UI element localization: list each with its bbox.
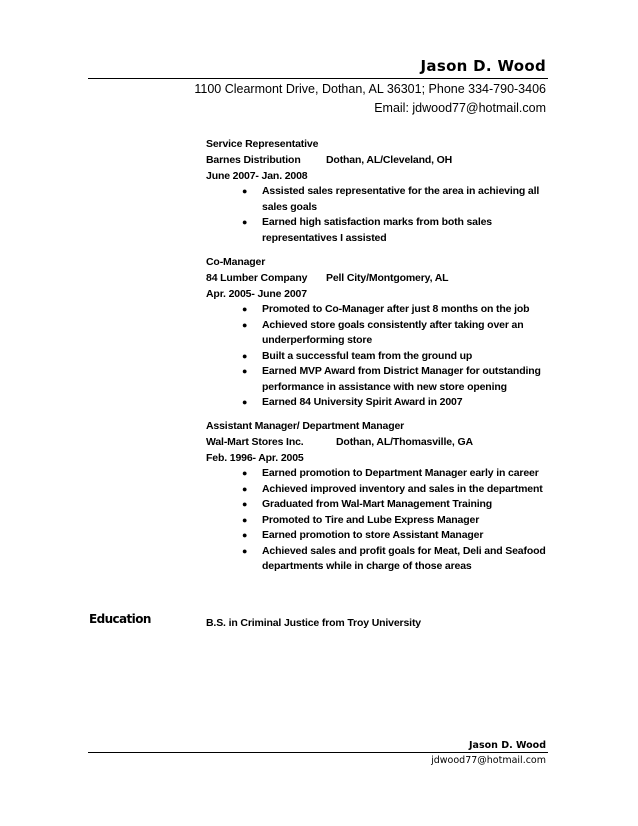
list-item: ● Promoted to Tire and Lube Express Manager	[206, 513, 550, 529]
list-item: ● Achieved improved inventory and sales in the department	[206, 482, 550, 498]
job-title: Service Representative	[206, 138, 319, 150]
list-item: ● Graduated from Wal-Mart Management Training	[206, 497, 550, 513]
job-title: Co-Manager	[206, 256, 266, 268]
list-item: ● Achieved store goals consistently after taking over an underperforming store	[242, 318, 524, 346]
job-company: 84 Lumber Company	[206, 272, 308, 284]
job-title: Assistant Manager/ Department Manager	[206, 420, 405, 432]
footer-divider	[88, 752, 548, 753]
job-bullets	[206, 466, 566, 575]
job-location: Dothan, AL/Thomasville, GA	[336, 436, 473, 448]
job-location: Pell City/Montgomery, AL	[326, 272, 449, 284]
bullet-icon: ●	[242, 514, 248, 525]
bullet-icon: ●	[242, 217, 248, 227]
list-item: ● Earned high satisfaction marks from both sales representatives I assisted	[242, 216, 492, 244]
bullet-icon: ●	[242, 545, 248, 556]
contact-address: 1100 Clearmont Drive, Dothan, AL 36301; Phone 334-790-3406	[194, 82, 546, 96]
bullet-icon: ●	[242, 366, 248, 376]
bullet-icon: ●	[242, 397, 248, 407]
resume-name: Jason D. Wood	[420, 57, 546, 75]
job-dates: Feb. 1996- Apr. 2005	[206, 452, 304, 464]
list-item: ● Built a successful team from the ground up	[206, 349, 550, 365]
job-company-line	[206, 152, 566, 168]
footer-name: Jason D. Wood	[469, 740, 546, 751]
list-item: ● Assisted sales representative for the area in achieving all sales goals	[242, 185, 540, 213]
job-bullets	[206, 184, 566, 246]
job-dates: June 2007- Jan. 2008	[206, 170, 308, 182]
experience-entry	[206, 136, 566, 246]
experience-entry	[206, 254, 566, 411]
header-divider	[88, 78, 548, 79]
education-degree: B.S. in Criminal Justice from Troy University	[206, 617, 421, 629]
bullet-icon: ●	[242, 468, 248, 478]
job-dates: Apr. 2005- June 2007	[206, 288, 307, 300]
job-bullets	[206, 302, 566, 411]
list-item: ● Promoted to Co-Manager after just 8 months on the job	[206, 302, 550, 318]
bullet-icon: ●	[242, 499, 248, 509]
job-location: Dothan, AL/Cleveland, OH	[326, 154, 453, 166]
footer-email: jdwood77@hotmail.com	[431, 755, 546, 766]
bullet-icon: ●	[242, 483, 248, 494]
education-heading: Education	[89, 612, 151, 626]
bullet-icon: ●	[242, 530, 248, 540]
list-item: ● Earned promotion to Department Manager early in career	[206, 466, 550, 482]
bullet-icon: ●	[242, 304, 248, 314]
job-company: Barnes Distribution	[206, 154, 301, 166]
list-item: ● Earned promotion to store Assistant Manager	[206, 528, 550, 544]
list-item: ● Achieved sales and profit goals for Meat, Deli and Seafood departments while in charge of those areas	[242, 544, 546, 572]
bullet-icon: ●	[242, 319, 248, 330]
job-company: Wal-Mart Stores Inc.	[206, 436, 304, 448]
job-company-line	[206, 434, 566, 450]
list-item: ● Earned 84 University Spirit Award in 2007	[206, 395, 550, 411]
bullet-icon: ●	[242, 350, 248, 361]
experience-entry	[206, 418, 566, 575]
bullet-icon: ●	[242, 186, 248, 196]
job-company-line	[206, 270, 566, 286]
contact-email: Email: jdwood77@hotmail.com	[374, 101, 546, 115]
list-item: ● Earned MVP Award from District Manager for outstanding performance in assistance with new store opening	[242, 365, 541, 393]
